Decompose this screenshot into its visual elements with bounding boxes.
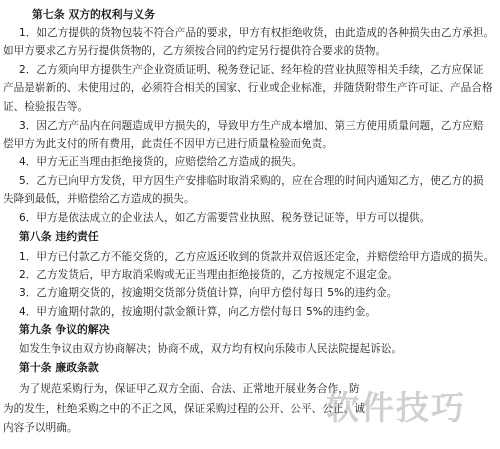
section-7-heading: 第七条 双方的权利与义务 bbox=[32, 8, 156, 21]
section-7-item-6: 6．甲方是依法成立的企业法人，如乙方需要营业执照、税务登记证等，甲方可以提供。 bbox=[19, 212, 431, 224]
section-7-item-2-line-1: 2．乙方须向甲方提供生产企业资质证明、税务登记证、经年检的营业执照等相关手续，乙方应保证 bbox=[19, 64, 484, 76]
section-9-heading: 第九条 争议的解决 bbox=[19, 323, 110, 336]
section-7-item-3-line-1: 3．因乙方产品内在问题造成甲方损失的，导致甲方生产成本增加、第三方使用质量问题，乙方应赔 bbox=[19, 120, 484, 132]
section-7-item-1-line-2: 如甲方要求乙方另行提供货物的，乙方须按合同的约定另行提供符合要求的货物。 bbox=[3, 45, 387, 57]
section-10-line-1: 为了规范采购行为，保证甲乙双方全面、合法、正常地开展业务合作，防 bbox=[19, 383, 360, 395]
section-10-heading: 第十条 廉政条款 bbox=[19, 361, 99, 374]
section-7-item-2-line-2: 产品是崭新的、未使用过的，必须符合相关的国家、行业或企业标准，并随货附带生产许可证、产品合格 bbox=[3, 82, 493, 94]
section-7-item-3-line-2: 偿甲方为此支付的所有费用，此责任不因甲方已进行质量检验而免责。 bbox=[3, 138, 333, 150]
section-8-heading: 第八条 违约责任 bbox=[19, 230, 99, 243]
section-7-item-2-line-3: 证、检验报告等。 bbox=[3, 101, 89, 113]
section-7-item-1-line-1: 1．如乙方提供的货物包装不符合产品的要求，甲方有权拒绝收货，由此造成的各种损失由乙方承担。 bbox=[19, 27, 495, 39]
section-10-line-2: 为的发生，杜绝采购之中的不正之风，保证采购过程的公开、公平、公正、诚 bbox=[3, 403, 365, 415]
section-8-item-1: 1．甲方已付款乙方不能交货的，乙方应返还收到的货款并双倍返还定金，并赔偿给甲方造成的损失。 bbox=[19, 251, 495, 263]
section-7-item-5-line-1: 5．乙方已向甲方发货，甲方因生产安排临时取消采购的，应在合理的时间内通知乙方，使乙方的损 bbox=[19, 175, 484, 187]
section-10-line-3: 内容予以明确。 bbox=[3, 422, 78, 434]
section-8-item-3: 3．乙方逾期交货的，按逾期交货部分货值计算，向甲方偿付每日 5%的违约金。 bbox=[19, 287, 398, 299]
section-8-item-4: 4．甲方逾期付款的，按逾期付款金额计算，向乙方偿付每日 5%的违约金。 bbox=[19, 306, 377, 318]
section-9-text: 如发生争议由双方协商解决；协商不成，双方均有权向乐陵市人民法院提起诉讼。 bbox=[19, 343, 403, 355]
section-7-item-4: 4．甲方无正当理由拒绝接货的，应赔偿给乙方造成的损失。 bbox=[19, 156, 303, 168]
section-8-item-2: 2．乙方发货后，甲方取消采购或无正当理由拒绝接货的，乙方按规定不退定金。 bbox=[19, 269, 399, 281]
section-7-item-5-line-2: 失降到最低，并赔偿给乙方造成的损失。 bbox=[3, 193, 195, 205]
site-watermark: 软件技巧 bbox=[326, 388, 466, 427]
